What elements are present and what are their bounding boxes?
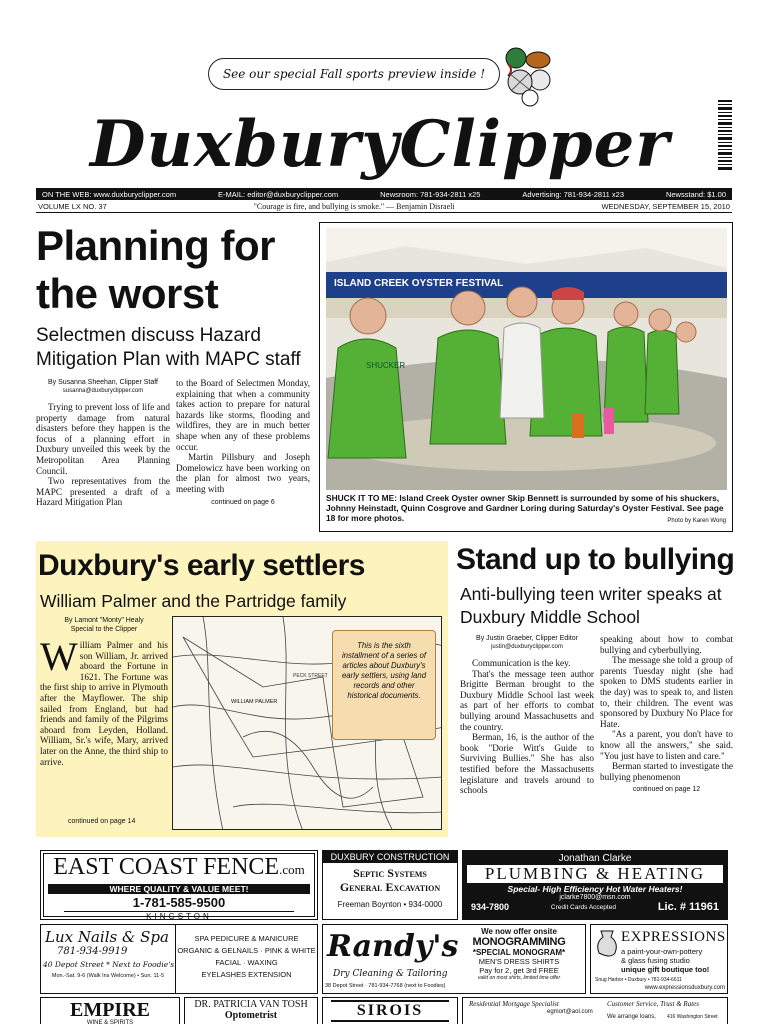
story-planning-text-col-2 (176, 378, 310, 495)
ad-expressions[interactable] (590, 924, 728, 994)
ad-randys-cleaning[interactable] (322, 924, 586, 994)
volume-number: VOLUME LX NO. 37 (38, 202, 107, 211)
email-link[interactable]: E-MAIL: editor@duxburyclipper.com (218, 189, 339, 199)
ad-randys-service: Dry Cleaning & Tailoring (333, 969, 448, 979)
settlers-text (40, 634, 168, 767)
settlers-byline: By Lamont "Monty" Healy (64, 617, 144, 624)
bullying-dek: Anti-bullying teen writer speaks at Duxbury Middle School (460, 584, 722, 627)
sports-preview-teaser[interactable] (208, 58, 500, 90)
ad-mortgage-title: Residential Mortgage Specialist (469, 1000, 559, 1008)
headline-line-2: the worst (36, 270, 219, 317)
paragraph: That's the message teen author Brigitte Berman brought to the Duxbury Middle School last week as part of her efforts to combat bullying around Massachusetts and the country. (460, 668, 594, 732)
bullying-col-2 (600, 634, 733, 793)
ad-optometrist-name: DR. PATRICIA VAN TOSH (194, 999, 308, 1010)
ad-construction-header: DUXBURY CONSTRUCTION (323, 851, 457, 863)
shirt-text: SHUCKER (366, 361, 406, 370)
paragraph: Trying to prevent loss of life and property damage from natural disasters before they happen is the focus of a planning effort in Duxbury unveiled this week by the Metropolitan Area Planning Council. (36, 402, 170, 476)
ad-empire-wine[interactable] (40, 997, 180, 1024)
ad-fence-slogan: WHERE QUALITY & VALUE MEET! (48, 884, 310, 894)
story-planning-text-col-1 (36, 402, 170, 508)
paragraph: Berman, 16, is the author of the book "Dorie Witt's Guide to Surviving Bullies." She has also testified before the Massachusetts legislature and travels around to schools (460, 732, 594, 796)
bullying-text-col-1 (460, 658, 594, 796)
ad-fence-tld: .com (279, 862, 305, 877)
paragraph: The message she told a group of parents Tuesday night (she had spoken to DMS students earlier in the day) was to speak to, and listen to, their children. The event was sponsored by Duxbury No Place for Hate. (600, 655, 733, 729)
story-planning-byline: By Susanna Sheehan, Clipper Staff (47, 379, 158, 386)
ad-expressions-l3: unique gift boutique too! (621, 965, 710, 974)
photo-caption: SHUCK IT TO ME: Island Creek Oyster owner Skip Bennett is surrounded by some of his shuckers, Johnny Heinstadt, Quinn Cosgrove and Gardner Loring during Saturday's Oyster Festival. See page 18 for more photos. (326, 493, 724, 523)
ad-duxbury-construction[interactable] (322, 850, 458, 920)
newsroom-phone: Newsroom: 781-934-2811 x25 (380, 189, 481, 199)
map-label-street: PECK STREET (293, 673, 328, 679)
ad-fence-town: KINGSTON (64, 911, 294, 920)
bullying-col-1 (460, 634, 594, 796)
ad-lux-nails[interactable] (40, 924, 176, 994)
ad-spa-l3: FACIAL · WAXING (215, 958, 278, 967)
ad-expressions-name: EXPRESSIONS (621, 929, 726, 945)
ad-empire-sub: WINE & SPIRITS (86, 1020, 134, 1024)
ad-expressions-l2: & glass fusing studio (621, 956, 690, 965)
teaser-text: See our special Fall sports preview inside ! (222, 67, 486, 81)
pottery-icon (595, 929, 619, 959)
story-planning-email[interactable]: susanna@duxburyclipper.com (62, 388, 144, 394)
ad-randys-mono: MONOGRAMMING (472, 936, 566, 948)
paragraph: "As a parent, you don't have to know all the answers," she said. "You just have to listen and care." (600, 729, 733, 761)
settlers-headline[interactable]: Duxbury's early settlers (38, 549, 365, 582)
ad-mortgage-email: egmort@aol.com (547, 1009, 593, 1015)
ad-nails-phone: 781-934-9919 (57, 946, 128, 957)
ad-expressions-address: Snug Harbor • Duxbury • 781-934-6611 (595, 977, 682, 983)
ad-empire-name: EMPIRE (70, 999, 150, 1021)
paragraph: to the Board of Selectmen Monday, explaining that when a community takes action to prepare for natural hazards like storms, flooding and wildfires, they are in much better shape when any of these problems occur. (176, 378, 310, 452)
ad-spa-l4: EYELASHES EXTENSION (201, 970, 292, 979)
ad-spa-l1: SPA PEDICURE & MANICURE (194, 934, 299, 943)
ad-nails-name: Lux Nails & Spa (45, 928, 169, 946)
bullying-email[interactable]: justin@duxburyclipper.com (491, 644, 563, 650)
masthead-word-duxbury: Duxbury (90, 106, 400, 182)
paragraph: illiam Palmer and his son William, Jr. arrived aboard the Fortune in 1621. The Fortune was the first ship to arrive in Plymouth after the Mayflower. The ship sailed from England, but had friends and family of the Pilgrims aboard from Leyden, Holland. William, Sr.'s wife, Mary, arrived later on the Anne, the third ship to arrive. (40, 640, 168, 767)
website-link[interactable]: ON THE WEB: www.duxburyclipper.com (42, 189, 177, 199)
ad-spa-services (176, 924, 318, 994)
contact-bar (36, 188, 732, 200)
newsstand-price: Newsstand: $1.00 (665, 189, 726, 199)
ad-plumbing-phone: 934-7800 (471, 902, 510, 912)
ad-construction-line2: General Excavation (339, 880, 441, 894)
paragraph: Communication is the key. (472, 658, 571, 668)
ad-expressions-l1: a paint-your-own-pottery (621, 947, 703, 956)
masthead-word-clipper: Clipper (399, 106, 670, 182)
paragraph: Berman started to investigate the bullying phenomenon (600, 761, 733, 782)
photo-credit: Photo by Karen Wong (667, 518, 726, 524)
ad-expressions-lines (621, 947, 727, 974)
photo-banner-text: ISLAND CREEK OYSTER FESTIVAL (334, 278, 504, 289)
ad-plumbing-email: jclarke7800@msn.com (559, 894, 631, 901)
story-planning-continued[interactable]: continued on page 6 (211, 498, 275, 506)
settlers-continued[interactable]: continued on page 14 (68, 818, 136, 825)
ad-plumbing-cards: Credit Cards Accepted (550, 903, 616, 911)
ad-randys-name: Randy's (327, 929, 459, 964)
ad-sirois-name: SIROIS (331, 1000, 449, 1022)
ad-construction-contact: Freeman Boynton • 934-0000 (337, 900, 443, 909)
issue-date: WEDNESDAY, SEPTEMBER 15, 2010 (601, 202, 730, 211)
ad-optometrist-title: Optometrist (224, 1010, 278, 1021)
ad-fence-phone: 1-781-585-9500 (132, 895, 226, 910)
masthead-quote: "Courage is fire, and bullying is smoke." — Benjamin Disraeli (253, 202, 455, 211)
issue-bar (36, 201, 732, 213)
sports-balls-icon (494, 44, 558, 108)
dropcap: W (40, 634, 78, 679)
barcode-icon (718, 100, 732, 170)
ad-expressions-web: www.expressionsduxbury.com (644, 985, 725, 991)
ad-randys-special: *SPECIAL MONOGRAM* (472, 948, 566, 957)
ad-randys-shirts: MEN'S DRESS SHIRTS (478, 957, 560, 966)
ad-sirois[interactable] (322, 997, 458, 1024)
headline-line-1: Planning for (36, 222, 275, 269)
masthead (90, 100, 670, 188)
series-note-scroll (332, 630, 436, 740)
ad-plumbing-title: PLUMBING & HEATING (467, 865, 723, 883)
ad-randys-offer-line: We now offer onsite (481, 927, 557, 936)
ad-randys-fine: valid on most shirts, limited time offer (477, 975, 561, 981)
story-planning-col-2 (176, 378, 310, 506)
ad-randys-address: 38 Depot Street · 781-934-7768 (next to Foodies) (325, 983, 446, 989)
story-planning-col-1 (36, 378, 170, 508)
ad-clarke-plumbing[interactable] (462, 850, 728, 920)
story-planning-headline[interactable] (36, 222, 311, 318)
ad-plumbing-owner: Jonathan Clarke (558, 853, 632, 864)
ad-randys-offer (455, 927, 583, 981)
ad-randys-deal: Pay for 2, get 3rd FREE (479, 966, 559, 975)
ad-spa-l2: ORGANIC & GELNAILS · PINK & WHITE (177, 946, 316, 955)
ad-mortgage-service: Customer Service, Trust & Rates (607, 1000, 699, 1008)
story-planning-dek: Selectmen discuss Hazard Mitigation Plan with MAPC staff (36, 325, 301, 370)
settlers-byline-credit: Special to the Clipper (70, 626, 138, 633)
ad-fence-name: EAST COAST FENCE (53, 854, 280, 880)
ad-nails-address: 40 Depot Street * Next to Foodie's (43, 960, 175, 969)
bullying-text-col-2 (600, 634, 733, 782)
series-note-text: This is the sixth installment of a series of articles about Duxbury's early settlers, using land records and other historical documents. (341, 641, 427, 700)
ad-optometrist[interactable] (184, 997, 318, 1024)
ad-plumbing-tagline: Special- High Efficiency Hot Water Heaters! (507, 884, 683, 894)
paragraph: speaking about how to combat bullying and cyberbullying. (600, 634, 733, 655)
ad-plumbing-license: Lic. # 11961 (657, 901, 719, 913)
ad-mortgage-line: We arrange loans, (607, 1014, 656, 1020)
ad-east-coast-fence[interactable] (40, 850, 318, 920)
bullying-headline[interactable]: Stand up to bullying (456, 543, 735, 576)
settlers-dek: William Palmer and the Partridge family (40, 591, 347, 611)
settlers-byline-block (40, 616, 168, 634)
bullying-continued[interactable]: continued on page 12 (632, 786, 701, 794)
paragraph: Martin Pillsbury and Joseph Domelowicz have been working on the plan for almost two years, meeting with (176, 452, 310, 494)
bullying-byline: By Justin Graeber, Clipper Editor (476, 635, 578, 642)
ad-mortgage[interactable] (462, 997, 728, 1024)
paragraph: Two representatives from the MAPC presented a draft of a Hazard Mitigation Plan (36, 476, 170, 508)
ad-construction-line1: Septic Systems (353, 866, 427, 880)
map-label-palmer: WILLIAM PALMER (231, 699, 278, 705)
advertising-phone: Advertising: 781-934-2811 x23 (522, 189, 625, 199)
ad-nails-hours: Mon.-Sat. 9-6 (Walk Ins Welcome) • Sun. 11-5 (51, 973, 165, 979)
oyster-festival-photo[interactable] (326, 228, 727, 490)
ad-mortgage-address: 416 Washington Street (667, 1014, 718, 1020)
